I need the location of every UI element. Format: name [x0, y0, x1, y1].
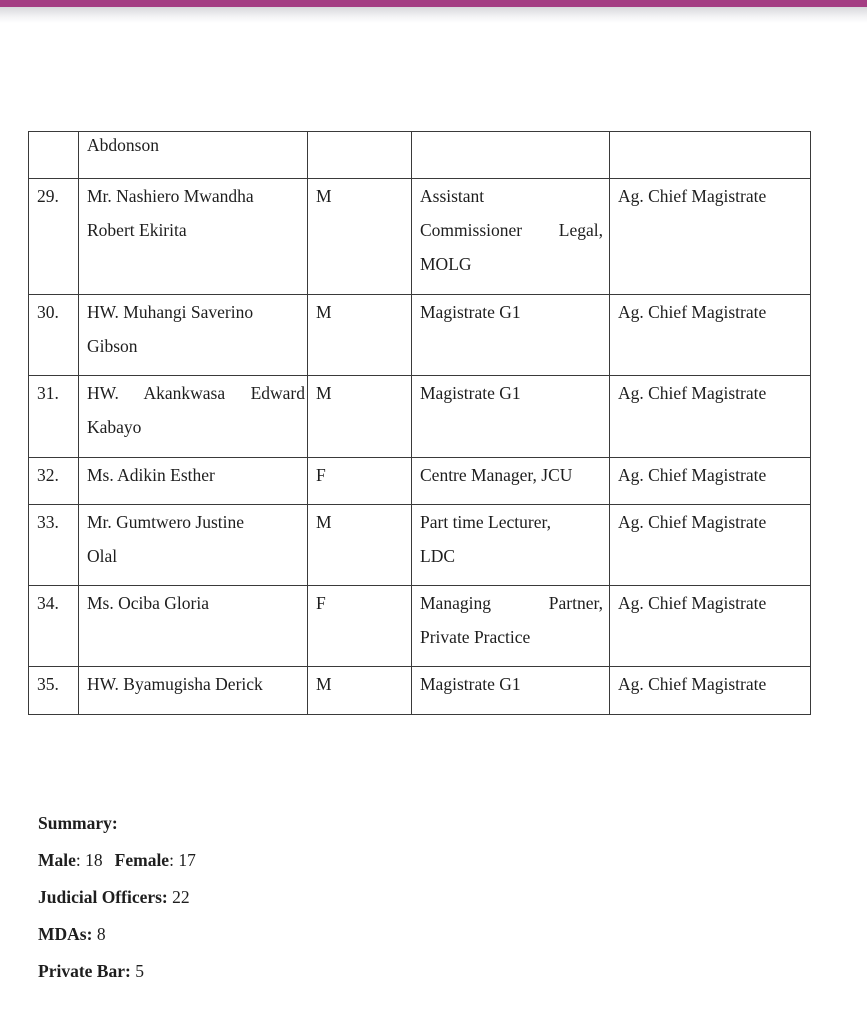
cell-name [79, 179, 308, 295]
female-label: Female [114, 850, 170, 870]
summary-gender-line [38, 845, 196, 882]
cell-position [412, 179, 610, 295]
table-row [29, 505, 811, 586]
name-line: HW. Byamugisha Derick [87, 674, 263, 694]
cell-sex [308, 132, 412, 179]
position-line: Private Practice [420, 627, 531, 647]
name-line: HW. Akankwasa Edward [87, 383, 305, 403]
cell-role: Ag. Chief Magistrate [610, 667, 811, 715]
cell-number: 32. [29, 458, 79, 505]
table-row [29, 458, 811, 505]
cell-sex: F [308, 586, 412, 667]
cell-name [79, 132, 308, 179]
top-accent-bar [0, 0, 867, 7]
cell-number: 33. [29, 505, 79, 586]
judicial-value: 22 [167, 887, 190, 907]
summary-section [38, 808, 196, 993]
cell-number: 34. [29, 586, 79, 667]
cell-position [412, 376, 610, 458]
cell-name [79, 667, 308, 715]
name-line: Kabayo [87, 417, 142, 437]
cell-position [412, 458, 610, 505]
top-shadow [0, 7, 867, 23]
position-line: Part time Lecturer, [420, 512, 551, 532]
table-row [29, 132, 811, 179]
table-row [29, 295, 811, 376]
cell-position [412, 667, 610, 715]
cell-sex: M [308, 667, 412, 715]
name-line: HW. Muhangi Saverino [87, 302, 254, 322]
cell-role: Ag. Chief Magistrate [610, 295, 811, 376]
position-line: Managing Partner, [420, 593, 603, 613]
cell-role: Ag. Chief Magistrate [610, 586, 811, 667]
roster-table [28, 131, 811, 715]
cell-sex: M [308, 295, 412, 376]
name-line: Olal [87, 546, 118, 566]
name-line: Ms. Adikin Esther [87, 465, 215, 485]
name-line: Abdonson [87, 135, 159, 155]
position-line: Assistant [420, 186, 485, 206]
cell-position [412, 132, 610, 179]
cell-role: Ag. Chief Magistrate [610, 376, 811, 458]
roster-body [29, 132, 811, 715]
cell-name [79, 295, 308, 376]
cell-role: Ag. Chief Magistrate [610, 179, 811, 295]
name-line: Gibson [87, 336, 138, 356]
mdas-label: MDAs: [38, 924, 93, 944]
summary-private-line [38, 956, 196, 993]
cell-number [29, 132, 79, 179]
cell-number: 31. [29, 376, 79, 458]
cell-position [412, 295, 610, 376]
summary-mdas-line [38, 919, 196, 956]
cell-role: Ag. Chief Magistrate [610, 505, 811, 586]
female-value: : 17 [169, 850, 196, 870]
male-label: Male [38, 850, 76, 870]
cell-sex: M [308, 376, 412, 458]
cell-position [412, 586, 610, 667]
cell-sex: F [308, 458, 412, 505]
position-line: Magistrate G1 [420, 302, 521, 322]
cell-position [412, 505, 610, 586]
table-row [29, 586, 811, 667]
summary-judicial-line [38, 882, 196, 919]
cell-number: 35. [29, 667, 79, 715]
judicial-label: Judicial Officers: [38, 887, 168, 907]
position-line: MOLG [420, 254, 472, 274]
summary-heading-text: Summary: [38, 813, 118, 833]
name-line: Robert Ekirita [87, 220, 187, 240]
cell-role: Ag. Chief Magistrate [610, 458, 811, 505]
summary-heading [38, 808, 196, 845]
cell-name [79, 376, 308, 458]
name-line: Mr. Gumtwero Justine [87, 512, 245, 532]
cell-name [79, 458, 308, 505]
mdas-value: 8 [92, 924, 106, 944]
male-value: : 18 [75, 850, 103, 870]
name-line: Mr. Nashiero Mwandha [87, 186, 254, 206]
cell-name [79, 586, 308, 667]
position-line: Magistrate G1 [420, 674, 521, 694]
table-row [29, 179, 811, 295]
name-line: Ms. Ociba Gloria [87, 593, 209, 613]
cell-role [610, 132, 811, 179]
cell-number: 30. [29, 295, 79, 376]
position-line: LDC [420, 546, 455, 566]
position-line: Centre Manager, JCU [420, 465, 573, 485]
private-value: 5 [130, 961, 144, 981]
private-label: Private Bar: [38, 961, 131, 981]
position-line: Commissioner Legal, [420, 220, 603, 240]
cell-sex: M [308, 179, 412, 295]
cell-sex: M [308, 505, 412, 586]
cell-name [79, 505, 308, 586]
position-line: Magistrate G1 [420, 383, 521, 403]
table-row [29, 667, 811, 715]
table-row [29, 376, 811, 458]
cell-number: 29. [29, 179, 79, 295]
